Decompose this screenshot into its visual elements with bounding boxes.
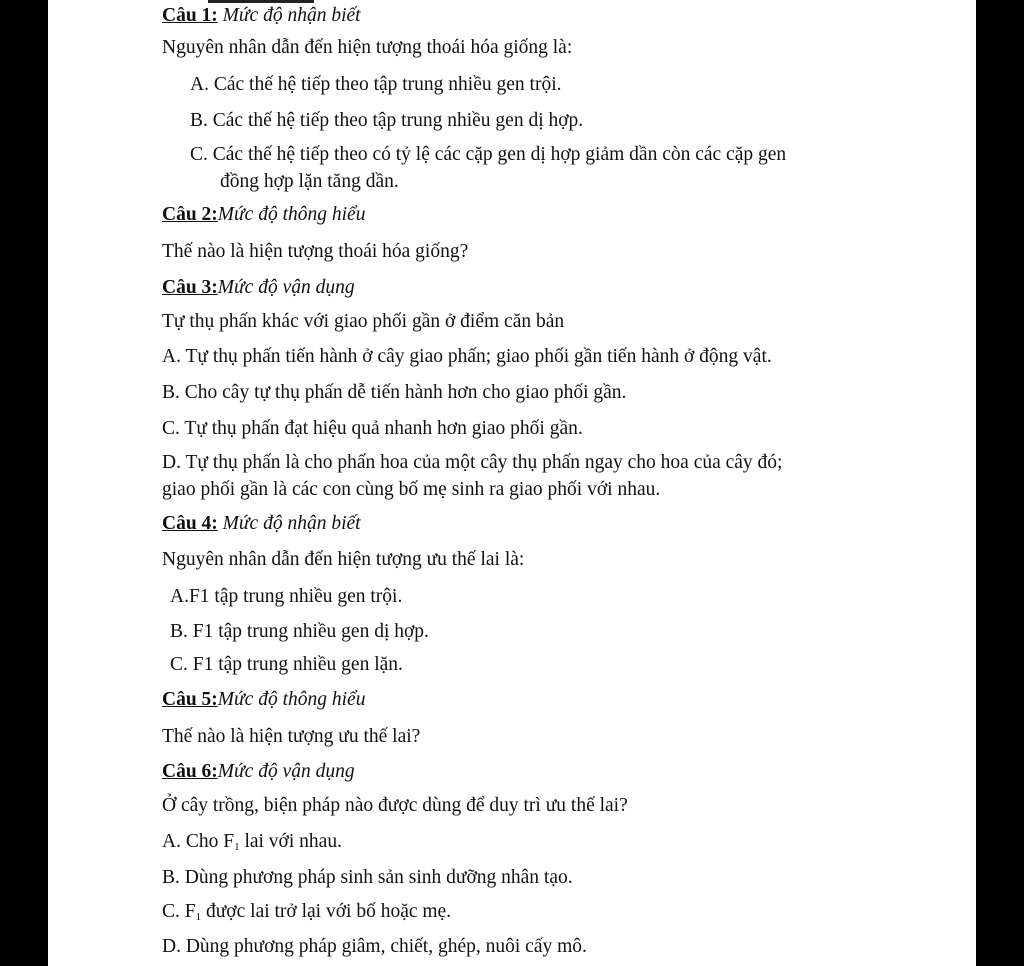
- q5-question: Thế nào là hiện tượng ưu thế lai?: [162, 726, 421, 747]
- q3-option-a: A. Tự thụ phấn tiến hành ở cây giao phấn; giao phối gần tiến hành ở động vật.: [162, 346, 772, 367]
- q6-heading: Câu 6:Mức độ vận dụng: [162, 761, 355, 782]
- q6-option-d: D. Dùng phương pháp giâm, chiết, ghép, nuôi cấy mô.: [162, 936, 587, 957]
- q6-option-a: A. Cho $F_1$ lai với nhau.: [162, 831, 342, 853]
- q3-question: Tự thụ phấn khác với giao phối gần ở điểm căn bản: [162, 311, 565, 332]
- q4-option-b: B. F1 tập trung nhiều gen dị hợp.: [170, 621, 429, 642]
- q3-option-d-cont: giao phối gần là các con cùng bố mẹ sinh ra giao phối với nhau.: [162, 479, 661, 500]
- q2-heading: Câu 2:Mức độ thông hiểu: [162, 204, 366, 225]
- q4-option-a: A.F1 tập trung nhiều gen trội.: [170, 586, 403, 607]
- q3-option-b: B. Cho cây tự thụ phấn dễ tiến hành hơn cho giao phối gần.: [162, 382, 627, 403]
- q6-question: Ở cây trồng, biện pháp nào được dùng để duy trì ưu thế lai?: [162, 795, 628, 816]
- q1-option-b: B. Các thế hệ tiếp theo tập trung nhiều gen dị hợp.: [190, 110, 584, 131]
- q1-heading: Câu 1: Mức độ nhận biết: [162, 5, 361, 26]
- q1-option-c: C. Các thế hệ tiếp theo có tỷ lệ các cặp gen dị hợp giảm dần còn các cặp gen: [190, 144, 787, 165]
- q1-question: Nguyên nhân dẫn đến hiện tượng thoái hóa giống là:: [162, 37, 573, 58]
- q2-question: Thế nào là hiện tượng thoái hóa giống?: [162, 241, 469, 262]
- q5-heading: Câu 5:Mức độ thông hiểu: [162, 689, 366, 710]
- q6-option-b: B. Dùng phương pháp sinh sản sinh dưỡng nhân tạo.: [162, 867, 573, 888]
- q4-heading: Câu 4: Mức độ nhận biết: [162, 513, 361, 534]
- q6-option-c: C. $F_1$ được lai trở lại với bố hoặc mẹ.: [162, 901, 452, 923]
- q3-option-c: C. Tự thụ phấn đạt hiệu quả nhanh hơn giao phối gần.: [162, 418, 583, 439]
- q1-option-c-cont: đồng hợp lặn tăng dần.: [220, 171, 399, 192]
- top-rule: [208, 0, 314, 3]
- document-page: [48, 0, 976, 966]
- q4-option-c: C. F1 tập trung nhiều gen lặn.: [170, 654, 403, 675]
- q3-heading: Câu 3:Mức độ vận dụng: [162, 277, 355, 298]
- q3-option-d: D. Tự thụ phấn là cho phấn hoa của một cây thụ phấn ngay cho hoa của cây đó;: [162, 452, 783, 473]
- q4-question: Nguyên nhân dẫn đến hiện tượng ưu thế lai là:: [162, 549, 525, 570]
- q1-option-a: A. Các thế hệ tiếp theo tập trung nhiều gen trội.: [190, 74, 562, 95]
